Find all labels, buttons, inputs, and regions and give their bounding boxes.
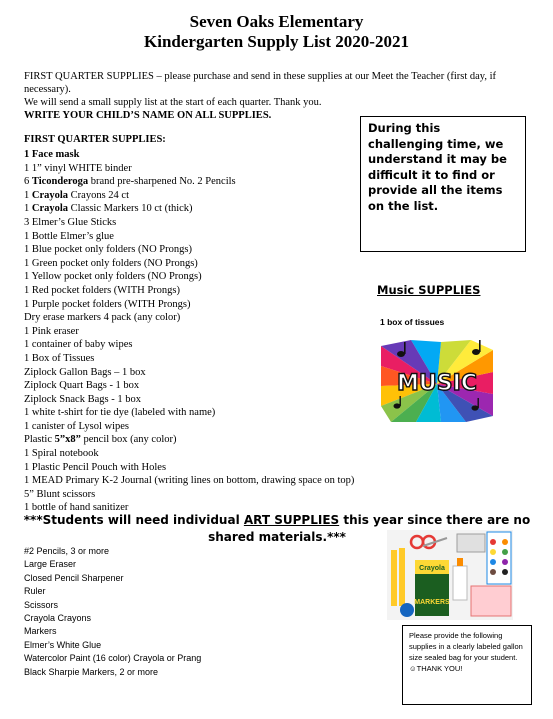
supply-item [24,420,424,434]
supply-item-text: 1 Box of Tissues [24,352,95,364]
supply-item-text: 1 [24,189,32,201]
first-quarter-heading: FIRST QUARTER SUPPLIES: [24,134,166,145]
supply-item-text: Plastic [24,434,55,446]
art-note-text: Please provide the following supplies in a clearly labeled gallon size sealed bag for your student. ☺THANK YOU! [409,631,523,673]
callout-text: During this challenging time, we understand it may be difficult it to find or provide all the items on the list. [368,121,507,213]
art-supply-item: Markers [24,626,57,637]
music-item: 1 box of tissues [380,317,445,327]
supply-item [24,352,424,366]
art-supply-item: Closed Pencil Sharpener [24,572,124,583]
art-supply-item: Watercolor Paint (16 color) Crayola or Prang [24,653,202,664]
supply-item-emphasis: Crayola [31,203,69,215]
pencil-pouch-icon [457,534,485,552]
supply-item-text: 1 Yellow pocket only folders (NO Prongs) [24,271,202,283]
supply-item [24,366,424,380]
art-supply-item: Black Sharpie Markers, 2 or more [24,666,159,677]
supply-item-text: 5” Blunt scissors [24,488,96,500]
supply-item-text: 1 container of baby wipes [24,339,133,351]
supply-item [24,298,424,312]
supply-item-text: 1 Blue pocket only folders (NO Prongs) [24,244,192,256]
art-supply-item: Elmer’s White Glue [24,639,102,650]
markers-label: MARKERS [414,599,450,606]
art-heading-post: this year since there are no shared materials.*** [208,513,531,544]
supply-item-text: 1 [24,203,32,215]
supply-item [24,474,424,488]
supply-item-emphasis: Ticonderoga [31,176,89,188]
art-supply-list [24,545,201,679]
supply-item [24,270,424,284]
supply-item-text: 1 bottle of hand sanitizer [24,502,129,514]
art-note-box [402,625,532,705]
art-supply-item: Ruler [24,586,46,597]
supply-item [24,406,424,420]
supply-item-text: 1 MEAD Primary K-2 Journal (writing lines on bottom, drawing space on top) [24,475,355,487]
supply-item-text: 3 Elmer’s Glue Sticks [24,216,117,228]
watercolor-paint-icon [487,532,511,584]
supply-item [24,433,424,447]
intro-line-1: FIRST QUARTER SUPPLIES – please purchase and send in these supplies at our Meet the Teacher (first day, if necessary). [24,71,497,95]
intro-line-2: We will send a small supply list at the start of each quarter. Thank you. [24,97,322,108]
supply-item-text: Ziplock Gallon Bags – 1 box [24,366,146,378]
supply-item-emphasis: 5”x8” [54,434,81,446]
supply-item-text: Ziplock Snack Bags - 1 box [24,393,141,405]
music-heading: Music SUPPLIES [377,283,481,297]
school-name: Seven Oaks Elementary [189,12,364,31]
supply-item [24,325,424,339]
supply-item-text: Crayons 24 ct [68,189,129,201]
supply-item-emphasis: 1 Face mask [24,149,80,160]
supply-item-text: pencil box (any color) [80,434,177,446]
supply-item [24,461,424,475]
supply-item-emphasis: Crayola [31,189,69,201]
eraser-icon [471,586,511,616]
glue-bottle-icon [453,566,467,600]
art-heading-pre: ***Students will need individual [23,513,244,527]
supply-item-text: 1 canister of Lysol wipes [24,420,129,432]
supply-item-text: Ziplock Quart Bags - 1 box [24,380,140,392]
supply-item-text: 1 Red pocket folders (WITH Prongs) [24,284,181,296]
supply-item-text: 1 Green pocket only folders (NO Prongs) [24,257,198,269]
art-supply-item: Large Eraser [24,559,77,570]
art-heading-emphasis: ART SUPPLIES [243,513,340,527]
supply-item-text: 1 Bottle Elmer’s glue [24,230,114,242]
callout-box [360,116,526,252]
supply-item-text: Dry erase markers 4 pack (any color) [24,312,181,324]
intro-line-3: WRITE YOUR CHILD’S NAME ON ALL SUPPLIES. [24,110,272,121]
supply-item-text: Classic Markers 10 ct (thick) [68,203,193,215]
supply-item-text: 1 1” vinyl WHITE binder [24,162,132,174]
art-supply-item: Scissors [24,599,59,610]
art-supplies-photo [387,530,513,620]
page-title: Kindergarten Supply List 2020-2021 [144,32,409,51]
art-supply-item: #2 Pencils, 3 or more [24,546,110,556]
art-supply-item: Crayola Crayons [24,613,92,624]
supply-item [24,488,424,502]
supply-item [24,393,424,407]
music-graphic [381,336,493,422]
sharpener-icon [400,603,414,617]
music-word: MUSIC [397,371,477,396]
supply-item-text: 1 Spiral notebook [24,448,99,460]
supply-item-text: 1 Plastic Pencil Pouch with Holes [24,461,167,473]
supply-item [24,447,424,461]
supply-item-text: 1 Pink eraser [24,325,79,337]
supply-item [24,284,424,298]
supply-item [24,257,424,271]
supply-item [24,338,424,352]
supply-item [24,379,424,393]
supply-item-text: 6 [24,176,32,188]
supply-item-text: 1 Purple pocket folders (WITH Prongs) [24,298,191,310]
supply-item [24,311,424,325]
intro-paragraph [24,70,534,122]
supply-item-text: brand pre-sharpened No. 2 Pencils [88,176,236,188]
supply-item-text: 1 white t-shirt for tie dye (labeled with name) [24,407,216,419]
crayola-logo: Crayola [419,565,445,572]
